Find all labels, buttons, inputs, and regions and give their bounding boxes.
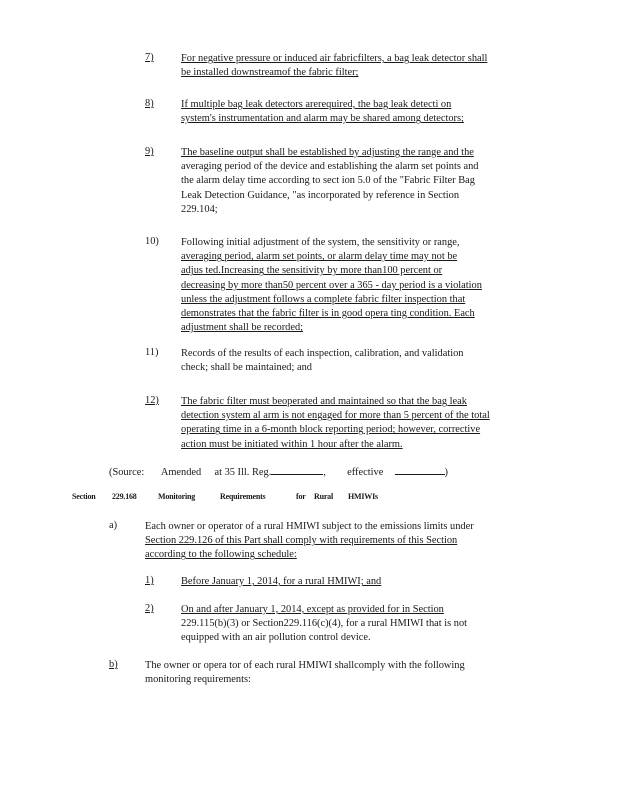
item-text — [181, 146, 541, 217]
text-line: operating time in a 6-month block reporting period; however, corrective — [181, 424, 481, 436]
text-line: be installed downstreamof the fabric filter; — [181, 67, 359, 79]
source-effective: effective — [347, 467, 384, 478]
text-line: Records of the results of each inspection, calibration, and validation — [181, 348, 464, 359]
text-line: 229.104; — [181, 203, 218, 215]
source-note — [109, 464, 448, 478]
text-line: unless the adjustment follows a complete fabric filter inspection that — [181, 293, 466, 305]
text-line: according to the following schedule: — [145, 549, 297, 561]
source-comma: , — [323, 467, 326, 478]
blank-line — [395, 464, 445, 475]
subsection-label: a) — [109, 520, 118, 531]
heading-title-word: Rural — [314, 492, 334, 501]
item-text — [181, 347, 521, 375]
text-line: decreasing by more than50 percent over a 365 - day period is a violation — [181, 279, 482, 291]
heading-section-number: 229.168 — [112, 492, 137, 501]
text-line: adjustment shall be recorded; — [181, 322, 304, 334]
text-line: system's instrumentation and alarm may be shared among detectors; — [181, 113, 464, 125]
item-text — [181, 575, 481, 589]
heading-section-word: Section — [72, 492, 96, 501]
text-line: The fabric filter must beoperated and maintained so that the bag leak — [181, 396, 467, 407]
text-line: averaging period, alarm set points, or alarm delay time may not be — [181, 251, 458, 263]
item-number: 11) — [145, 347, 159, 358]
text-line: the alarm delay time according to sect ion 5.0 of the "Fabric Filter Bag — [181, 175, 475, 187]
heading-title-word: Requirements — [220, 492, 266, 501]
subsection-text — [145, 520, 525, 563]
text-line: 229.115(b)(3) or Section229.116(c)(4), for a rural HMIWI that is not — [181, 618, 468, 630]
text-line: demonstrates that the fabric filter is in good opera ting condition. Each — [181, 308, 475, 320]
item-number: 8) — [145, 98, 154, 109]
text-line: On and after January 1, 2014, except as provided for in Section — [181, 604, 444, 615]
text-line: The owner or opera tor of each rural HMIWI shallcomply with the following — [145, 660, 465, 671]
item-number: 1) — [145, 575, 154, 586]
source-reg: at 35 Ill. Reg. — [214, 467, 272, 478]
text-line: The baseline output shall be established by adjusting the range and the — [181, 147, 474, 158]
heading-title-word: Monitoring — [158, 492, 196, 501]
heading-title-word: for — [296, 492, 306, 501]
source-close: ) — [444, 467, 448, 478]
text-line: adjus ted.Increasing the sensitivity by more than100 percent or — [181, 265, 443, 277]
subsection-label: b) — [109, 659, 118, 670]
text-line: monitoring requirements: — [145, 674, 251, 686]
item-number: 10) — [145, 236, 159, 247]
item-number: 9) — [145, 146, 154, 157]
item-text — [181, 603, 521, 646]
text-line: averaging period of the device and establishing the alarm set points and — [181, 161, 479, 173]
item-text — [181, 395, 541, 452]
source-label: (Source: — [109, 467, 145, 478]
blank-line — [271, 464, 323, 475]
text-line: Before January 1, 2014, for a rural HMIWI; and — [181, 576, 382, 587]
text-line: Each owner or operator of a rural HMIWI subject to the emissions limits under — [145, 521, 474, 532]
text-line: If multiple bag leak detectors arerequired, the bag leak detecti on — [181, 99, 452, 110]
heading-title-word: HMIWIs — [348, 492, 378, 501]
text-line: equipped with an air pollution control device. — [181, 632, 371, 644]
text-line: Section 229.126 of this Part shall comply with requirements of this Section — [145, 535, 458, 547]
text-line: action must be initiated within 1 hour after the alarm. — [181, 438, 403, 450]
item-text — [181, 236, 541, 335]
subsection-text — [145, 659, 525, 687]
item-number: 7) — [145, 52, 154, 63]
text-line: detection system al arm is not engaged for more than 5 percent of the total — [181, 410, 490, 422]
text-line: For negative pressure or induced air fabricfilters, a bag leak detector shall — [181, 53, 488, 64]
text-line: Leak Detection Guidance, "as incorporated by reference in Section — [181, 189, 460, 201]
item-number: 12) — [145, 395, 159, 406]
item-number: 2) — [145, 603, 154, 614]
item-text — [181, 98, 541, 126]
source-amended: Amended — [160, 467, 202, 478]
text-line: Following initial adjustment of the system, the sensitivity or range, — [181, 237, 460, 248]
text-line: check; shall be maintained; and — [181, 362, 312, 374]
item-text — [181, 52, 541, 80]
